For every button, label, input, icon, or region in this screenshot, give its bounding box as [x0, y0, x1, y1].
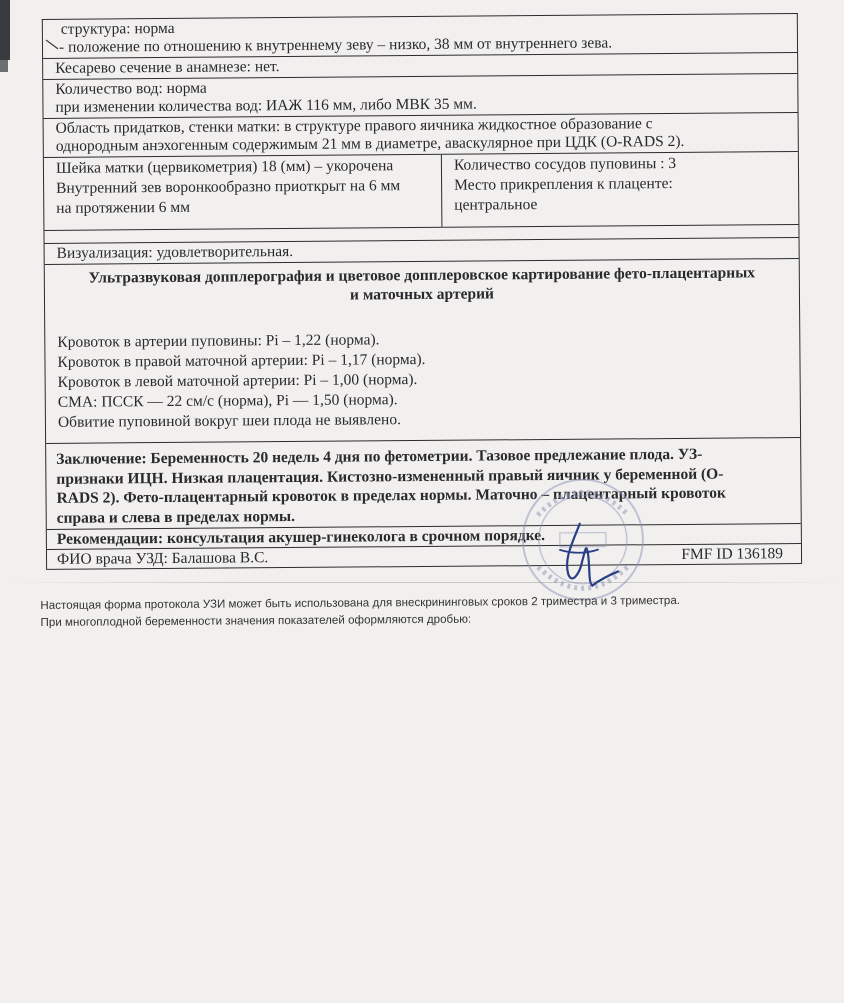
right-uterine-artery-flow: Кровоток в правой маточной артерии: Pi – 1,17 (норма). [57, 350, 426, 371]
doppler-heading [57, 263, 787, 307]
fmf-id: FMF ID 136189 [681, 545, 784, 563]
doctor-name: ФИО врача УЗД: Балашова В.С. [56, 549, 269, 568]
doppler-section [45, 259, 800, 444]
cervix-length-text: Шейка матки (цервикометрия) 18 (мм) – укорочена [55, 157, 394, 177]
nuchal-cord-text: Обвитие пуповиной вокруг шеи плода не выявлено. [57, 411, 401, 431]
cervix-cell [44, 155, 443, 230]
adnexa-text-line2: однородным анэхогенным содержимым 21 мм в диаметре, аваскулярное при ЦДК (O-RADS 2). [55, 132, 685, 155]
cord-insertion-value: центральное [454, 196, 538, 214]
footnote-line2: При многоплодной беременности значения показателей оформляются дробью: [40, 612, 472, 629]
cervix-cord-row [44, 152, 799, 231]
conclusion-section [46, 438, 801, 530]
conclusion-line: признаки ИЦН. Низкая плацентация. Кистозно-измененный правый яичник у беременной (O- [56, 465, 724, 488]
placenta-structure-text: структура: норма [60, 19, 175, 38]
internal-os-extent-text: на протяжении 6 мм [56, 198, 191, 217]
left-uterine-artery-flow: Кровоток в левой маточной артерии: Pi – 1,00 (норма). [57, 371, 418, 391]
conclusion-line: Заключение: Беременность 20 недель 4 дня по фетометрии. Тазовое предлежание плода. УЗ- [56, 445, 703, 468]
handwritten-dash-mark [44, 35, 64, 55]
form-footnote [40, 592, 680, 631]
umbilical-cord-cell [442, 152, 799, 227]
adnexa-text-line1: Область придатков, стенки матки: в структуре правого яичника жидкостное образование с [55, 115, 653, 137]
conclusion-line: справа и слева в пределах нормы. [56, 507, 296, 527]
cord-insertion-label: Место прикрепления к плаценте: [454, 175, 673, 194]
placenta-structure-row [43, 14, 797, 59]
fluid-amount-text: Количество вод: норма [55, 79, 207, 98]
cesarean-text: Кесарево сечение в анамнезе: нет. [55, 58, 280, 77]
internal-os-text: Внутренний зев воронкообразно приоткрыт на 6 мм [56, 177, 401, 197]
ultrasound-protocol-form [42, 13, 802, 570]
paper-fold-line [0, 582, 844, 583]
placenta-position-text: - положение по отношению к внутреннему зеву – низко, 38 мм от внутреннего зева. [58, 34, 613, 56]
adnexa-row [44, 113, 798, 158]
doppler-heading-line1: Ультразвуковая допплерография и цветовое допплеровское картирование фето-плацентарных [88, 264, 756, 287]
conclusion-line: RADS 2). Фето-плацентарный кровоток в пределах нормы. Маточно – плацентарный кровоток [56, 484, 727, 507]
visualization-text: Визуализация: удовлетворительная. [56, 242, 294, 262]
mca-flow: СМА: ПССК — 22 см/с (норма), Pi — 1,50 (норма). [57, 391, 398, 411]
recommendation-text: Рекомендации: консультация акушер-гинеколога в срочном порядке. [56, 527, 546, 548]
doppler-heading-line2: и маточных артерий [349, 285, 494, 304]
fluid-index-text: при изменении количества вод: ИАЖ 116 мм, либо МВК 35 мм. [55, 95, 477, 116]
footnote-line1: Настоящая форма протокола УЗИ может быть использована для внескрининговых сроков 2 триместра и 3 триместра. [40, 593, 681, 612]
cord-vessels-text: Количество сосудов пуповины : 3 [453, 154, 677, 174]
amniotic-fluid-row [43, 74, 797, 119]
umbilical-artery-flow: Кровоток в артерии пуповины: Pi – 1,22 (норма). [57, 331, 380, 351]
